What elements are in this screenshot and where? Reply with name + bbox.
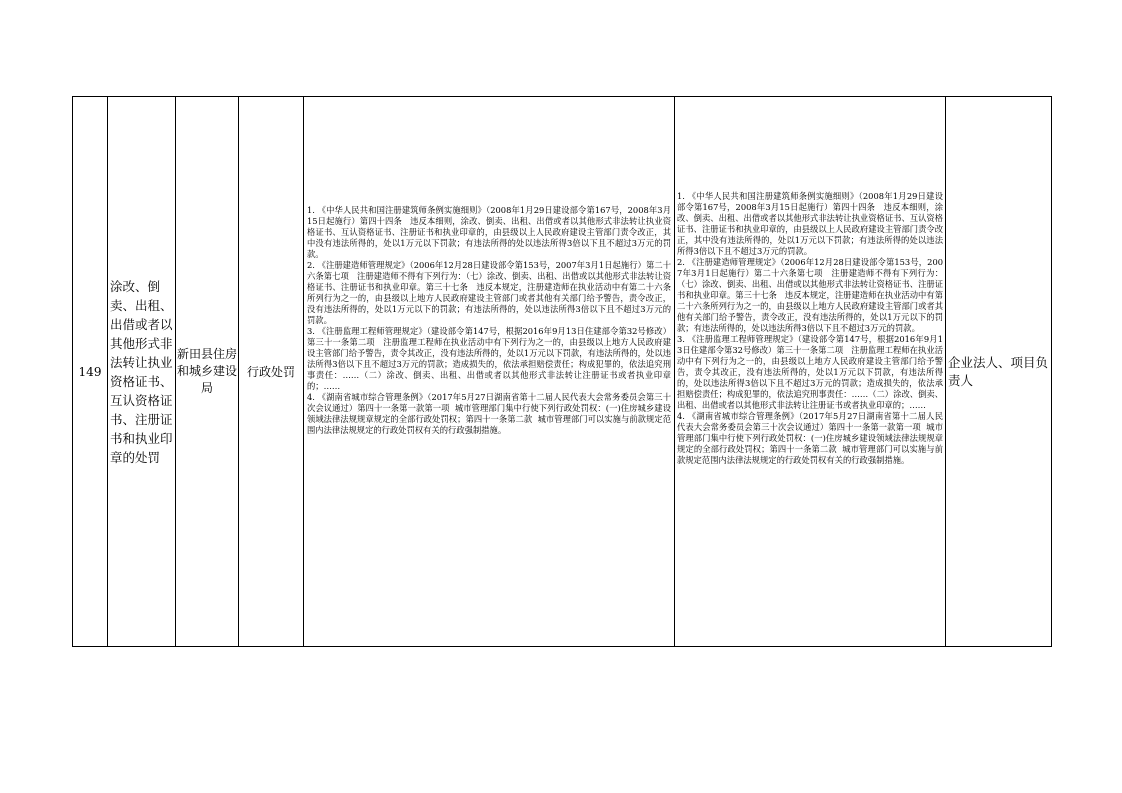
row-number: 149	[73, 97, 108, 647]
legal-basis-cell	[304, 97, 675, 647]
responsible-subject: 企业法人、项目负责人	[946, 97, 1052, 647]
item-name: 涂改、倒卖、出租、出借或者以其他形式非法转让执业资格证书、互认资格证书、注册证书和执业印章的处罚	[108, 97, 176, 647]
table-row	[73, 97, 1052, 647]
enforcement-table	[72, 96, 1052, 647]
legal-basis-text: 1. 《中华人民共和国注册建筑师条例实施细则》（2008年1月29日建设部令第167号，2008年3月15日起施行）第四十四条 违反本细则，涂改、倒卖、出租、出借或者以其他形式非法转让执业资格证书、互认资格证书、注册证书和执业印章的，由县级以上人民政府建设主管部门责令改正，其中没有违法所得的，处以1万元以下罚款；有违法所得的处以违法所得3倍以下且不超过3万元的罚款。 2. 《注册建造师管理规定》（2006年12月28日建设部令第153号，2007年3月1日起施行）第二十六条第七项 注册建造师不得有下列行为：（七）涂改、倒卖、出租、出借或以其他形式非法转让资格证书、注册证书和执业印章。第三十七条 违反本规定，注册建造师在执业活动中有第二十六条所列行为之一的，由县级以上地方人民政府建设主管部门或者其他有关部门给予警告，责令改正，没有违法所得的，处以1万元以下的罚款；有违法所得的，处以违法所得3倍以下且不超过3万元的罚款。 3. 《注册监理工程师管理规定》（建设部令第147号，根据2016年9月13日住建部令第32号修改）第三十一条第二项 注册监理工程师在执业活动中有下列行为之一的，由县级以上地方人民政府建设主管部门给予警告，责令其改正，没有违法所得的，处以1万元以下罚款，有违法所得的，处以违法所得3倍以下且不超过3万元的罚款；造成损失的，依法承担赔偿责任；构成犯罪的，依法追究刑事责任：……（二）涂改、倒卖、出租、出借或者以其他形式非法转让注册证书或者执业印章的；…… 4. 《湖南省城市综合管理条例》（2017年5月27日湖南省第十二届人民代表大会常务委员会第三十次会议通过）第四十一条第一款第一项 城市管理部门集中行使下列行政处罚权：(一)住房城乡建设领域法律法规规章规定的全部行政处罚权；第四十一条第二款 城市管理部门可以实施与前款规定范围内法律法规规定的行政处罚权有关的行政强制措施。	[307, 205, 671, 435]
department: 新田县住房和城乡建设局	[176, 97, 239, 647]
action-type: 行政处罚	[239, 97, 304, 647]
legal-basis-detail-cell	[675, 97, 946, 647]
legal-basis-detail-text: 1. 《中华人民共和国注册建筑师条例实施细则》（2008年1月29日建设部令第167号，2008年3月15日起施行）第四十四条 违反本细则，涂改、倒卖、出租、出借或者以其他形式非法转让执业资格证书、互认资格证书、注册证书和执业印章的，由县级以上人民政府建设主管部门责令改正，其中没有违法所得的，处以1万元以下罚款；有违法所得的处以违法所得3倍以下且不超过3万元的罚款。 2. 《注册建造师管理规定》（2006年12月28日建设部令第153号，2007年3月1日起施行）第二十六条第七项 注册建造师不得有下列行为：（七）涂改、倒卖、出租、出借或以其他形式非法转让资格证书、注册证书和执业印章。第三十七条 违反本规定，注册建造师在执业活动中有第二十六条所列行为之一的，由县级以上地方人民政府建设主管部门或者其他有关部门给予警告，责令改正，没有违法所得的，处以1万元以下的罚款；有违法所得的，处以违法所得3倍以下且不超过3万元的罚款。 3. 《注册监理工程师管理规定》（建设部令第147号，根据2016年9月13日住建部令第32号修改）第三十一条第二项 注册监理工程师在执业活动中有下列行为之一的，由县级以上地方人民政府建设主管部门给予警告，责令其改正，没有违法所得的，处以1万元以下罚款，有违法所得的，处以违法所得3倍以下且不超过3万元的罚款；造成损失的，依法承担赔偿责任；构成犯罪的，依法追究刑事责任：……（二）涂改、倒卖、出租、出借或者以其他形式非法转让注册证书或者执业印章的；…… 4. 《湖南省城市综合管理条例》（2017年5月27日湖南省第十二届人民代表大会常务委员会第三十次会议通过）第四十一条第一款第一项 城市管理部门集中行使下列行政处罚权：(一)住房城乡建设领域法律法规规章规定的全部行政处罚权；第四十一条第二款 城市管理部门可以实施与前款规定范围内法律法规规定的行政处罚权有关的行政强制措施。	[677, 191, 943, 465]
